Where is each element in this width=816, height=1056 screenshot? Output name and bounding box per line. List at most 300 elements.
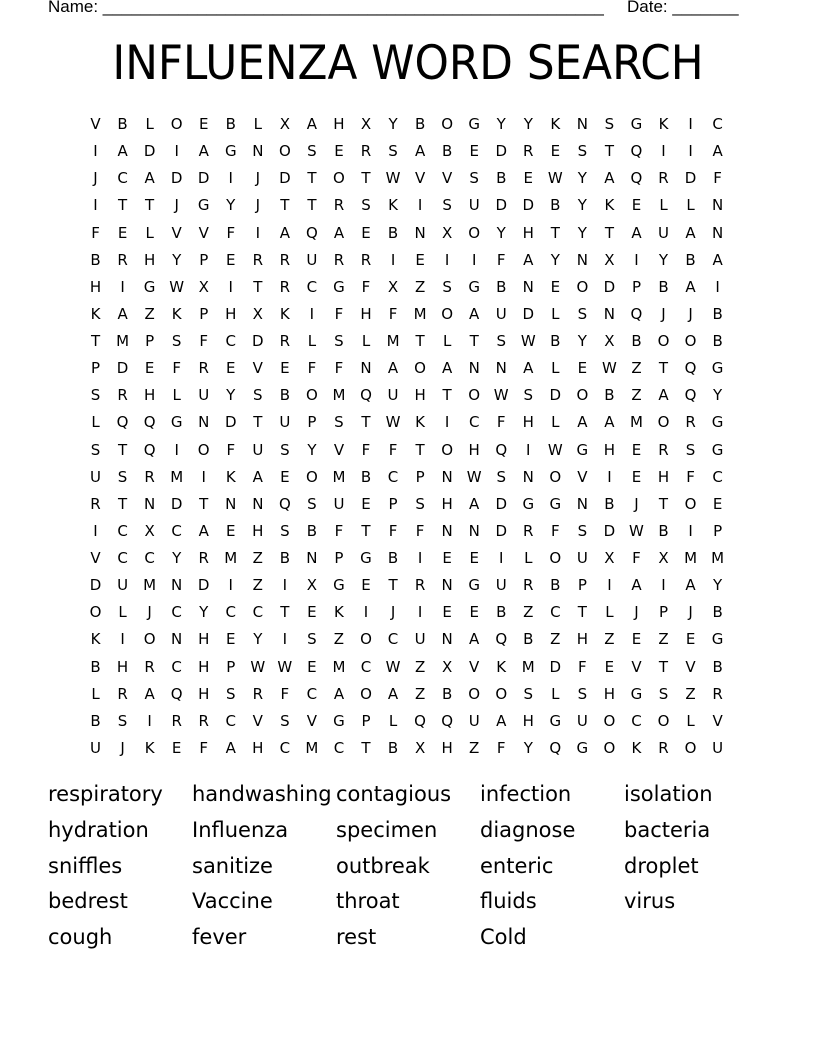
grid-letter: I bbox=[363, 603, 369, 622]
grid-letter: C bbox=[171, 521, 182, 540]
grid-letter: E bbox=[469, 142, 479, 161]
grid-letter: T bbox=[280, 603, 290, 622]
grid-letter: A bbox=[658, 386, 669, 405]
grid-letter: Z bbox=[414, 277, 426, 296]
grid-letter: O bbox=[143, 630, 156, 649]
grid-letter: O bbox=[603, 711, 616, 730]
grid-letter: A bbox=[604, 169, 615, 188]
grid-letter: B bbox=[712, 657, 723, 676]
grid-letter: D bbox=[143, 142, 156, 161]
grid-letter: O bbox=[305, 386, 318, 405]
word-list-item: outbreak bbox=[336, 853, 430, 878]
grid-letter: E bbox=[280, 467, 290, 486]
grid-letter: V bbox=[442, 169, 453, 188]
grid-letter: M bbox=[413, 304, 427, 323]
grid-letter: T bbox=[415, 440, 425, 459]
grid-letter: O bbox=[549, 467, 562, 486]
grid-letter: S bbox=[496, 332, 506, 350]
grid-letter: K bbox=[225, 467, 236, 486]
grid-letter: I bbox=[688, 115, 693, 133]
grid-letter: S bbox=[577, 684, 588, 703]
grid-letter: I bbox=[228, 576, 233, 595]
name-field: Name: _____________________________________________________ bbox=[48, 0, 604, 16]
grid-letter: D bbox=[170, 494, 183, 513]
grid-letter: E bbox=[280, 359, 290, 378]
grid-letter: E bbox=[171, 738, 182, 757]
grid-letter: V bbox=[306, 711, 318, 730]
grid-letter: C bbox=[117, 521, 128, 540]
grid-letter: R bbox=[360, 142, 372, 161]
grid-letter: T bbox=[117, 196, 128, 215]
grid-letter: G bbox=[576, 738, 589, 757]
grid-letter: U bbox=[90, 738, 102, 757]
grid-letter: R bbox=[414, 576, 426, 595]
grid-letter: F bbox=[713, 169, 722, 188]
grid-letter: B bbox=[441, 684, 453, 703]
grid-letter: B bbox=[550, 332, 561, 350]
grid-letter: I bbox=[417, 196, 423, 215]
grid-letter: E bbox=[117, 223, 128, 242]
grid-letter: P bbox=[713, 521, 723, 540]
grid-letter: A bbox=[685, 576, 696, 595]
grid-letter: I bbox=[255, 223, 261, 242]
grid-letter: H bbox=[441, 494, 453, 513]
grid-letter: N bbox=[522, 467, 534, 486]
grid-letter: H bbox=[522, 711, 534, 730]
grid-letter: W bbox=[547, 440, 563, 459]
grid-letter: A bbox=[523, 359, 534, 378]
word-list-item: fluids bbox=[480, 889, 537, 914]
grid-letter: Y bbox=[199, 603, 209, 622]
grid-letter: G bbox=[549, 711, 562, 730]
grid-letter: K bbox=[90, 630, 101, 649]
grid-letter: E bbox=[631, 630, 642, 649]
grid-letter: P bbox=[658, 603, 669, 622]
grid-letter: V bbox=[577, 467, 588, 486]
grid-letter: D bbox=[170, 169, 183, 188]
grid-letter: O bbox=[170, 115, 183, 133]
grid-letter: S bbox=[253, 386, 263, 405]
grid-letter: W bbox=[385, 657, 401, 676]
grid-letter: F bbox=[632, 549, 641, 567]
grid-letter: C bbox=[360, 657, 372, 676]
grid-letter: Q bbox=[495, 440, 508, 459]
grid-letter: A bbox=[604, 413, 615, 432]
grid-letter: V bbox=[90, 549, 101, 567]
grid-letter: N bbox=[711, 223, 724, 242]
grid-letter: T bbox=[117, 494, 128, 513]
grid-letter: J bbox=[174, 196, 179, 215]
grid-letter: C bbox=[117, 549, 128, 567]
grid-letter: Q bbox=[630, 169, 643, 188]
grid-letter: F bbox=[307, 359, 317, 378]
grid-letter: Z bbox=[631, 386, 642, 405]
grid-letter: T bbox=[604, 223, 614, 242]
grid-letter: X bbox=[414, 738, 426, 757]
grid-letter: Z bbox=[685, 684, 696, 703]
grid-letter: E bbox=[469, 549, 479, 567]
grid-letter: Y bbox=[226, 196, 236, 215]
grid-letter: G bbox=[468, 115, 480, 133]
grid-letter: A bbox=[442, 359, 453, 378]
grid-letter: G bbox=[468, 277, 480, 296]
grid-letter: P bbox=[226, 657, 236, 676]
grid-letter: U bbox=[90, 467, 102, 486]
grid-letter: S bbox=[280, 521, 290, 540]
grid-letter: C bbox=[387, 467, 399, 486]
grid-letter: L bbox=[551, 359, 560, 378]
grid-letter: B bbox=[523, 630, 534, 649]
grid-letter: S bbox=[225, 684, 236, 703]
grid-letter: T bbox=[361, 169, 371, 188]
grid-letter: M bbox=[143, 576, 157, 595]
grid-letter: O bbox=[603, 738, 616, 757]
grid-letter: T bbox=[199, 494, 209, 513]
grid-letter: N bbox=[441, 576, 453, 595]
grid-letter: A bbox=[712, 142, 723, 161]
grid-letter: X bbox=[360, 115, 372, 133]
grid-letter: J bbox=[661, 304, 666, 323]
grid-letter: I bbox=[390, 250, 396, 269]
grid-letter: M bbox=[386, 332, 400, 350]
grid-letter: R bbox=[279, 277, 291, 296]
grid-letter: P bbox=[91, 359, 101, 378]
grid-letter: O bbox=[468, 386, 481, 405]
grid-letter: N bbox=[414, 223, 426, 242]
grid-letter: A bbox=[496, 711, 507, 730]
date-field: Date: _______ bbox=[627, 0, 739, 16]
grid-letter: B bbox=[279, 386, 290, 405]
grid-letter: U bbox=[576, 711, 588, 730]
grid-letter: X bbox=[144, 521, 155, 540]
grid-letter: F bbox=[361, 277, 371, 296]
grid-letter: G bbox=[224, 142, 237, 161]
grid-letter: L bbox=[91, 413, 100, 432]
grid-letter: R bbox=[144, 467, 155, 486]
grid-letter: E bbox=[334, 142, 344, 161]
grid-letter: B bbox=[387, 738, 399, 757]
grid-letter: W bbox=[629, 521, 644, 540]
grid-letter: T bbox=[604, 142, 614, 161]
grid-letter: G bbox=[576, 440, 589, 459]
grid-letter: B bbox=[658, 277, 669, 296]
grid-letter: S bbox=[280, 711, 290, 730]
grid-letter: C bbox=[306, 684, 318, 703]
grid-letter: W bbox=[466, 467, 482, 486]
grid-letter: S bbox=[171, 332, 182, 350]
grid-letter: V bbox=[414, 169, 426, 188]
grid-letter: S bbox=[117, 467, 128, 486]
grid-letter: V bbox=[685, 657, 696, 676]
grid-letter: B bbox=[90, 711, 101, 730]
grid-letter: C bbox=[225, 603, 236, 622]
grid-letter: D bbox=[522, 196, 535, 215]
grid-letter: N bbox=[603, 304, 616, 323]
grid-letter: G bbox=[549, 494, 562, 513]
grid-letter: E bbox=[442, 603, 452, 622]
grid-letter: L bbox=[686, 196, 695, 215]
grid-letter: A bbox=[685, 223, 696, 242]
grid-letter: F bbox=[388, 521, 398, 540]
grid-letter: L bbox=[686, 711, 695, 730]
grid-letter: N bbox=[171, 630, 183, 649]
grid-letter: V bbox=[90, 115, 101, 133]
grid-letter: V bbox=[171, 223, 182, 242]
grid-letter: B bbox=[550, 196, 561, 215]
word-list bbox=[48, 776, 768, 955]
grid-letter: T bbox=[361, 521, 371, 540]
grid-letter: O bbox=[441, 304, 454, 323]
grid-letter: H bbox=[576, 630, 588, 649]
grid-letter: D bbox=[684, 169, 697, 188]
grid-letter: Q bbox=[305, 223, 318, 242]
grid-letter: B bbox=[550, 576, 561, 595]
grid-letter: T bbox=[361, 413, 371, 432]
grid-letter: P bbox=[361, 711, 371, 730]
grid-letter: Z bbox=[604, 630, 615, 649]
grid-letter: Y bbox=[388, 115, 398, 133]
grid-letter: T bbox=[307, 169, 317, 188]
grid-letter: I bbox=[120, 630, 125, 649]
grid-letter: Q bbox=[684, 386, 697, 405]
grid-letter: I bbox=[661, 142, 666, 161]
grid-letter: B bbox=[387, 549, 399, 567]
grid-letter: S bbox=[334, 332, 344, 350]
grid-letter: Y bbox=[577, 223, 587, 242]
grid-letter: S bbox=[658, 684, 669, 703]
grid-letter: N bbox=[576, 250, 588, 269]
grid-letter: U bbox=[198, 386, 210, 405]
grid-letter: D bbox=[549, 657, 562, 676]
grid-letter: G bbox=[360, 549, 372, 567]
grid-letter: W bbox=[520, 332, 536, 350]
grid-letter: X bbox=[658, 549, 669, 567]
grid-letter: G bbox=[468, 576, 480, 595]
grid-letter: E bbox=[226, 250, 236, 269]
grid-letter: Y bbox=[577, 169, 587, 188]
grid-letter: U bbox=[306, 250, 318, 269]
grid-letter: N bbox=[522, 277, 534, 296]
grid-letter: U bbox=[414, 630, 426, 649]
grid-letter: S bbox=[604, 115, 615, 133]
grid-letter: S bbox=[307, 142, 317, 161]
grid-letter: D bbox=[603, 521, 616, 540]
grid-letter: H bbox=[522, 223, 534, 242]
grid-letter: O bbox=[684, 494, 697, 513]
grid-letter: O bbox=[657, 332, 670, 350]
word-list-item: cough bbox=[48, 925, 113, 949]
grid-letter: U bbox=[495, 304, 507, 323]
grid-letter: M bbox=[332, 467, 346, 486]
grid-letter: N bbox=[468, 359, 480, 378]
grid-letter: R bbox=[117, 684, 128, 703]
grid-letter: E bbox=[361, 576, 371, 595]
grid-letter: Y bbox=[550, 250, 560, 269]
grid-letter: U bbox=[117, 576, 129, 595]
grid-letter: I bbox=[715, 277, 720, 296]
grid-letter: B bbox=[712, 332, 723, 350]
grid-letter: O bbox=[549, 549, 562, 567]
grid-letter: N bbox=[441, 467, 453, 486]
grid-letter: T bbox=[442, 386, 452, 405]
grid-letter: C bbox=[171, 603, 182, 622]
grid-letter: O bbox=[333, 169, 345, 188]
grid-letter: U bbox=[658, 223, 669, 242]
grid-letter: M bbox=[116, 332, 130, 350]
grid-letter: I bbox=[174, 440, 179, 459]
grid-letter: V bbox=[631, 657, 642, 676]
grid-letter: H bbox=[414, 386, 426, 405]
grid-letter: X bbox=[387, 277, 399, 296]
grid-letter: T bbox=[415, 332, 425, 350]
word-list-item: sniffles bbox=[48, 853, 123, 878]
grid-letter: F bbox=[551, 521, 560, 540]
grid-letter: V bbox=[252, 711, 263, 730]
grid-letter: B bbox=[658, 521, 669, 540]
grid-letter: L bbox=[388, 711, 398, 730]
grid-letter: T bbox=[90, 332, 101, 350]
grid-letter: T bbox=[658, 359, 669, 378]
grid-letter: F bbox=[334, 521, 344, 540]
grid-letter: U bbox=[387, 386, 399, 405]
grid-letter: W bbox=[277, 657, 293, 676]
grid-letter: U bbox=[468, 196, 480, 215]
grid-letter: L bbox=[118, 603, 127, 622]
grid-letter: T bbox=[550, 223, 560, 242]
page-title: INFLUENZA WORD SEARCH bbox=[112, 36, 704, 91]
grid-letter: D bbox=[495, 196, 507, 215]
grid-letter: R bbox=[279, 250, 291, 269]
grid-letter: J bbox=[634, 603, 639, 622]
grid-letter: P bbox=[199, 304, 209, 323]
grid-letter: I bbox=[282, 630, 288, 649]
grid-letter: D bbox=[197, 169, 210, 188]
grid-letter: J bbox=[120, 738, 125, 757]
grid-letter: I bbox=[661, 576, 666, 595]
grid-letter: D bbox=[279, 169, 291, 188]
grid-letter: E bbox=[631, 467, 642, 486]
grid-letter: Y bbox=[713, 576, 723, 595]
grid-letter: R bbox=[523, 521, 534, 540]
grid-letter: E bbox=[226, 359, 236, 378]
grid-letter: L bbox=[172, 386, 181, 405]
grid-letter: R bbox=[198, 549, 209, 567]
grid-letter: A bbox=[631, 223, 642, 242]
grid-letter: L bbox=[361, 332, 371, 350]
grid-letter: M bbox=[305, 738, 319, 757]
grid-letter: C bbox=[631, 711, 642, 730]
grid-letter: B bbox=[225, 115, 236, 133]
grid-letter: M bbox=[521, 657, 535, 676]
grid-letter: Y bbox=[658, 250, 669, 269]
grid-letter: P bbox=[631, 277, 641, 296]
grid-letter: D bbox=[252, 332, 264, 350]
grid-letter: M bbox=[332, 657, 346, 676]
grid-letter: I bbox=[174, 142, 179, 161]
grid-letter: E bbox=[226, 630, 236, 649]
grid-letter: J bbox=[255, 169, 261, 188]
grid-letter: S bbox=[90, 386, 101, 405]
grid-letter: A bbox=[225, 738, 236, 757]
grid-letter: T bbox=[145, 196, 155, 215]
grid-letter: B bbox=[496, 603, 507, 622]
grid-letter: I bbox=[444, 413, 450, 432]
grid-letter: I bbox=[607, 467, 612, 486]
grid-letter: R bbox=[198, 711, 209, 730]
grid-letter: K bbox=[388, 196, 398, 215]
grid-letter: X bbox=[441, 657, 453, 676]
grid-letter: G bbox=[711, 359, 724, 378]
word-list-item: Influenza bbox=[192, 817, 289, 842]
grid-letter: P bbox=[577, 576, 587, 595]
grid-letter: S bbox=[280, 440, 290, 459]
word-list-item: rest bbox=[336, 925, 377, 949]
grid-letter: W bbox=[385, 413, 401, 432]
grid-letter: A bbox=[577, 413, 588, 432]
grid-letter: O bbox=[305, 467, 318, 486]
grid-letter: B bbox=[631, 332, 642, 350]
grid-letter: S bbox=[415, 494, 425, 513]
grid-letter: R bbox=[333, 250, 345, 269]
grid-letter: Q bbox=[170, 684, 183, 703]
grid-letter: K bbox=[550, 115, 561, 133]
grid-letter: Q bbox=[414, 711, 426, 730]
grid-letter: A bbox=[469, 494, 480, 513]
grid-letter: B bbox=[604, 494, 615, 513]
grid-letter: P bbox=[415, 467, 425, 486]
grid-letter: A bbox=[306, 115, 318, 133]
grid-letter: N bbox=[441, 521, 453, 540]
grid-letter: E bbox=[361, 494, 371, 513]
grid-letter: Q bbox=[143, 413, 156, 432]
grid-letter: I bbox=[282, 576, 288, 595]
word-list-item: contagious bbox=[336, 782, 452, 806]
grid-letter: C bbox=[144, 549, 155, 567]
grid-letter: U bbox=[468, 711, 480, 730]
grid-letter: Q bbox=[495, 630, 508, 649]
grid-letter: Q bbox=[630, 142, 643, 161]
grid-letter: M bbox=[629, 413, 643, 432]
grid-letter: L bbox=[605, 603, 614, 622]
grid-letter: O bbox=[684, 332, 697, 350]
grid-letter: X bbox=[604, 549, 615, 567]
grid-letter: S bbox=[577, 521, 588, 540]
grid-letter: J bbox=[688, 304, 693, 323]
grid-letter: Q bbox=[549, 738, 562, 757]
grid-letter: R bbox=[171, 711, 182, 730]
grid-letter: A bbox=[279, 223, 290, 242]
grid-letter: A bbox=[144, 169, 155, 188]
grid-letter: K bbox=[496, 657, 507, 676]
grid-letter: F bbox=[578, 657, 587, 676]
grid-letter: H bbox=[143, 386, 156, 405]
grid-letter: B bbox=[496, 277, 507, 296]
grid-letter: K bbox=[334, 603, 344, 622]
grid-letter: H bbox=[252, 738, 264, 757]
grid-letter: R bbox=[685, 413, 696, 432]
grid-letter: R bbox=[523, 142, 534, 161]
grid-letter: H bbox=[89, 277, 102, 296]
grid-letter: S bbox=[523, 386, 534, 405]
grid-letter: D bbox=[495, 142, 507, 161]
grid-letter: B bbox=[712, 603, 723, 622]
grid-letter: T bbox=[253, 413, 263, 432]
grid-letter: L bbox=[145, 115, 154, 133]
grid-letter: X bbox=[279, 115, 290, 133]
grid-letter: O bbox=[576, 386, 589, 405]
grid-letter: Z bbox=[631, 359, 642, 378]
grid-letter: O bbox=[468, 223, 481, 242]
